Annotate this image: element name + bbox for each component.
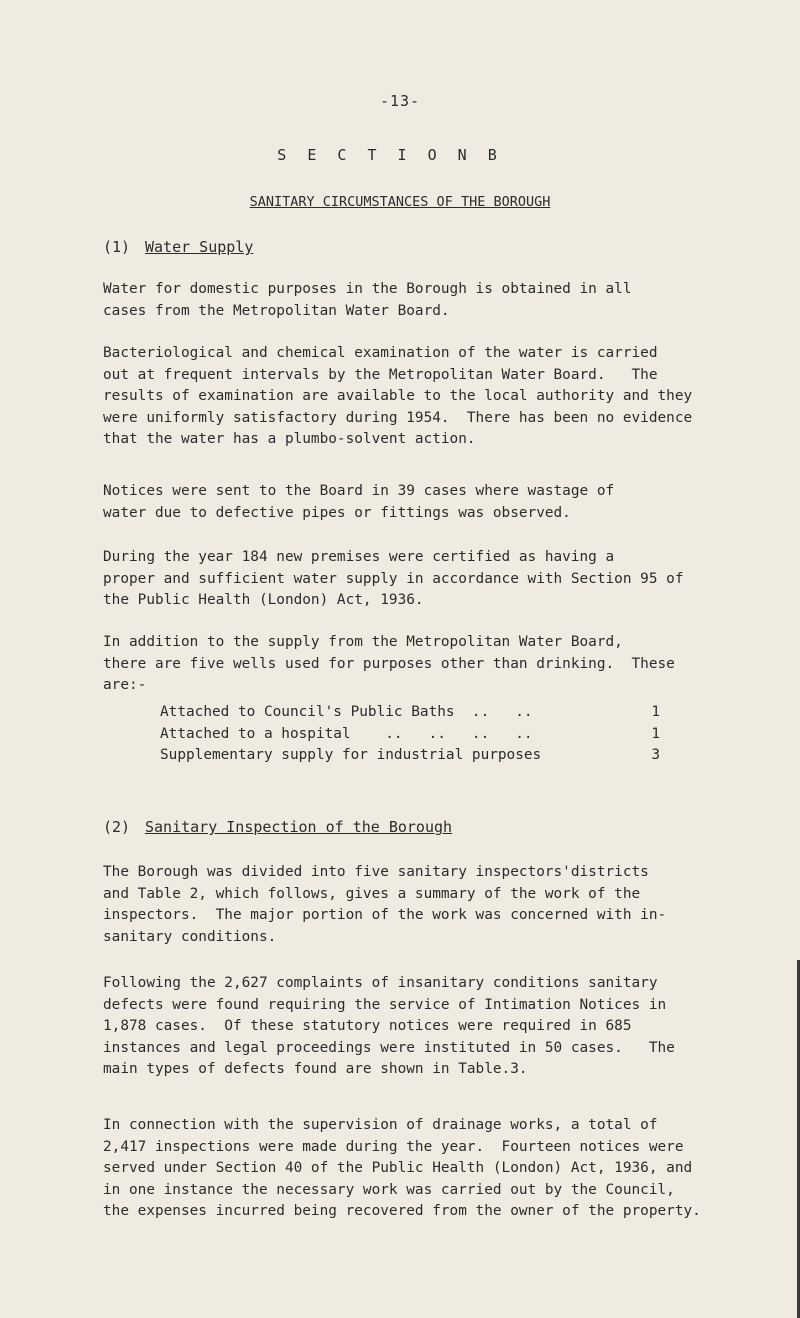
text-line: In addition to the supply from the Metropolitan Water Board, — [103, 634, 623, 650]
inspection-paragraph-2 — [103, 973, 763, 1081]
text-line: the expenses incurred being recovered from the owner of the property. — [103, 1203, 701, 1219]
text-line: The Borough was divided into five sanitary inspectors'districts — [103, 864, 649, 880]
text-line: results of examination are available to the local authority and they — [103, 388, 693, 404]
text-line: out at frequent intervals by the Metropolitan Water Board. The — [103, 366, 658, 383]
text-line: there are five wells used for purposes other than drinking. These — [103, 655, 675, 672]
text-line: main types of defects found are shown in Table.3. — [103, 1061, 528, 1077]
water-supply-paragraph-1 — [103, 279, 763, 322]
inspection-heading — [103, 818, 452, 836]
text-line: 2,417 inspections were made during the year. Fourteen notices were — [103, 1138, 684, 1155]
text-line: In connection with the supervision of drainage works, a total of — [103, 1117, 658, 1133]
well-count: 1 — [651, 704, 660, 720]
wells-list — [160, 702, 660, 767]
text-line: cases from the Metropolitan Water Board. — [103, 302, 450, 319]
well-count: 3 — [651, 747, 660, 763]
text-line: served under Section 40 of the Public Health (London) Act, 1936, and — [103, 1160, 693, 1176]
text-line: the Public Health (London) Act, 1936. — [103, 592, 424, 608]
list-item — [160, 745, 660, 767]
text-line: Notices were sent to the Board in 39 cases where wastage of — [103, 483, 615, 499]
well-count: 1 — [651, 725, 660, 742]
water-supply-heading — [103, 238, 253, 256]
text-line: and Table 2, which follows, gives a summary of the work of the — [103, 885, 641, 902]
water-supply-number: (1) — [103, 238, 131, 256]
page-number: -13- — [379, 92, 421, 110]
text-line: that the water has a plumbo-solvent action. — [103, 431, 476, 447]
section-heading: S E C T I O N B — [277, 146, 503, 164]
water-supply-paragraph-2 — [103, 343, 763, 451]
text-line: instances and legal proceedings were instituted in 50 cases. The — [103, 1039, 675, 1056]
inspection-title: Sanitary Inspection of the Borough — [145, 818, 453, 836]
text-line: in one instance the necessary work was carried out by the Council, — [103, 1181, 675, 1198]
inspection-paragraph-3 — [103, 1115, 763, 1223]
text-line: defects were found requiring the service of Intimation Notices in — [103, 996, 667, 1013]
text-line: 1,878 cases. Of these statutory notices were required in 685 — [103, 1018, 632, 1034]
text-line: water due to defective pipes or fittings was observed. — [103, 504, 571, 521]
text-line: proper and sufficient water supply in accordance with Section 95 of — [103, 570, 684, 587]
section-title: SANITARY CIRCUMSTANCES OF THE BOROUGH — [249, 194, 551, 210]
water-supply-paragraph-4 — [103, 547, 763, 612]
text-line: Bacteriological and chemical examination of the water is carried — [103, 345, 658, 361]
well-label: Attached to Council's Public Baths .. .. — [160, 704, 533, 720]
water-supply-title: Water Supply — [145, 238, 254, 256]
text-line: sanitary conditions. — [103, 928, 277, 945]
inspection-paragraph-1 — [103, 862, 763, 948]
text-line: inspectors. The major portion of the work was concerned with in- — [103, 907, 667, 923]
well-label: Attached to a hospital .. .. .. .. — [160, 725, 533, 742]
list-item — [160, 702, 660, 724]
text-line: Water for domestic purposes in the Borough is obtained in all — [103, 281, 632, 297]
text-line: were uniformly satisfactory during 1954. There has been no evidence — [103, 409, 693, 426]
well-label: Supplementary supply for industrial purposes — [160, 747, 542, 763]
text-line: Following the 2,627 complaints of insanitary conditions sanitary — [103, 975, 658, 991]
water-supply-paragraph-5 — [103, 632, 763, 697]
inspection-number: (2) — [103, 818, 131, 836]
list-item — [160, 724, 660, 746]
text-line: During the year 184 new premises were certified as having a — [103, 549, 615, 565]
text-line: are:- — [103, 677, 147, 693]
water-supply-paragraph-3 — [103, 481, 763, 524]
